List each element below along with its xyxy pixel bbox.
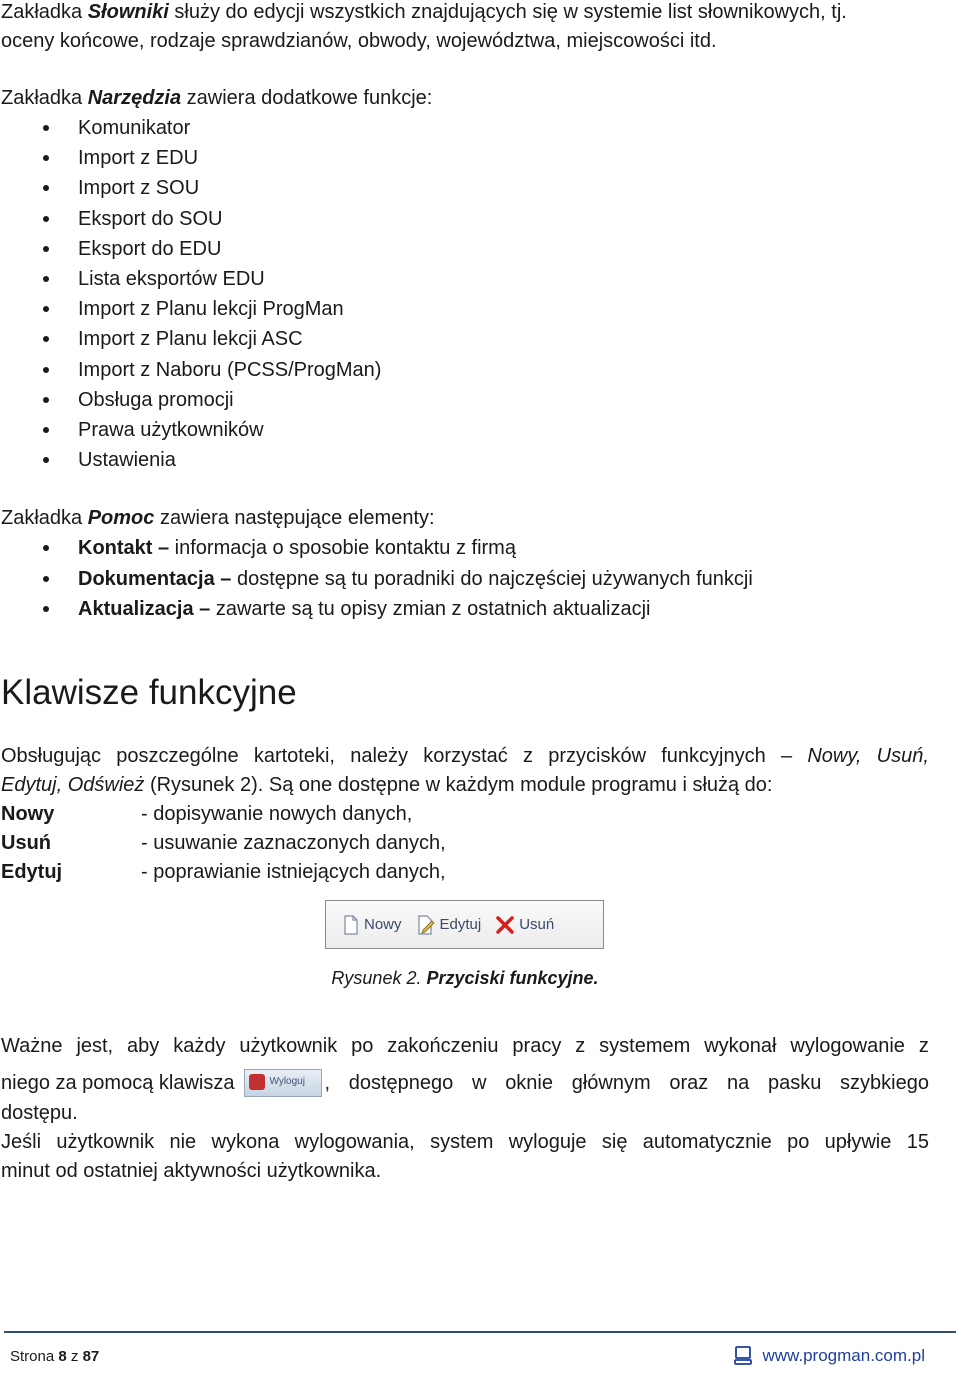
word: Jeśli [1,1131,42,1153]
word: systemem [599,1035,691,1057]
word: , [324,1071,331,1094]
section-paragraph-line-1 [1,744,929,768]
help-item-desc: informacja o sposobie kontaktu z firmą [169,537,516,559]
word: na [726,1071,750,1094]
tools-lead [1,86,432,110]
word: 15 [906,1131,929,1153]
page-current: 8 [58,1348,67,1365]
definition-key: Nowy [1,803,55,825]
word: nie [169,1131,197,1153]
logout-button[interactable] [244,1069,322,1097]
slowniki-term: Słowniki [87,1,169,23]
tools-item-label: Import z EDU [78,147,199,170]
bullet-icon [43,576,49,582]
definition-value: - dopisywanie nowych danych, [141,803,413,825]
definition-value: - poprawianie istniejących danych, [141,861,446,883]
word: z [918,1035,929,1057]
tools-item-label: Eksport do EDU [78,237,222,260]
definition-row [1,859,446,885]
tools-lead-text: Zakładka [1,87,88,109]
logout-text: niego za pomocą klawisza [1,1071,235,1094]
footer-website[interactable] [734,1345,925,1367]
word: po [787,1131,810,1153]
section-heading: Klawisze funkcyjne [1,673,297,712]
word: oknie [505,1071,553,1094]
help-item-desc: dostępne są tu poradniki do najczęściej używanych funkcji [231,567,753,590]
pomoc-term: Pomoc [87,507,155,529]
word: funkcyjnych [661,745,766,767]
word: z [522,745,533,767]
bullet-icon [43,246,49,252]
bullet-icon [43,427,49,433]
word: automatycznie [642,1131,772,1153]
bullet-icon [43,125,49,131]
new-document-icon [342,915,360,935]
word: upływie [824,1131,892,1153]
computer-icon [734,1346,752,1366]
tools-item-label: Komunikator [78,117,191,139]
word: użytkownik [239,1035,338,1057]
delete-button-label: Usuń [519,916,555,933]
bullet-icon [43,367,49,373]
delete-x-icon [495,915,515,935]
definition-row [1,801,412,827]
narzedzia-term: Narzędzia [87,87,182,109]
word: po [351,1035,374,1057]
tools-item-label: Obsługa promocji [78,388,234,411]
bullet-icon [43,606,49,612]
bullet-icon [43,545,49,551]
help-item-term: Dokumentacja – [78,567,232,590]
tools-item-label: Prawa użytkowników [78,419,264,441]
tools-item-label: Ustawienia [78,449,176,472]
page-label: Strona [10,1348,59,1365]
bullet-icon [43,336,49,342]
bullet-icon [43,457,49,463]
tools-item-label: Lista eksportów EDU [78,268,265,290]
bullet-icon [43,306,49,312]
word: z [575,1035,586,1057]
logout-button-label: Wyloguj [269,1076,305,1087]
website-link[interactable]: www.progman.com.pl [762,1346,925,1365]
help-item-text [78,596,651,622]
word: w [472,1071,487,1094]
logout-text-rest [324,1072,929,1095]
word: aby [127,1035,160,1057]
autologout-paragraph-line-1 [1,1130,929,1154]
word: wykona [211,1131,280,1153]
intro-text: służy do edycji wszystkich znajdujących się w systemie list słownikowych, tj. [168,1,847,23]
word: każdy [173,1035,226,1057]
word: wylogowania, [294,1131,415,1153]
definition-value: - usuwanie zaznaczonych danych, [141,832,446,854]
word: kartoteki, [253,745,335,767]
autologout-paragraph-line-2: minut od ostatniej aktywności użytkownika. [1,1160,382,1182]
help-item-term: Kontakt – [78,537,170,559]
intro-line-1 [1,0,847,24]
help-lead [1,506,435,530]
footer-divider [4,1331,956,1333]
bullet-icon [43,155,49,161]
word: użytkownik [56,1131,155,1153]
bullet-icon [43,397,49,403]
logout-paragraph-line-2 [1,1066,929,1100]
tools-lead-text: zawiera dodatkowe funkcje: [181,87,433,109]
word: Ważne [1,1035,63,1057]
word: się [601,1131,628,1153]
word: jest, [76,1035,114,1057]
help-item-desc: zawarte są tu opisy zmian z ostatnich aktualizacji [210,598,651,620]
word: oraz [669,1071,709,1094]
delete-button[interactable] [491,910,558,940]
word: korzystać [423,745,508,767]
bullet-icon [43,216,49,222]
tools-item-label: Eksport do SOU [78,207,223,230]
word: zakończeniu [387,1035,499,1057]
definition-row [1,830,446,856]
definition-key: Usuń [1,832,51,854]
word: wyloguje [508,1131,587,1153]
word: dostępnego [348,1071,454,1094]
word: wylogowanie [790,1035,905,1057]
page-of: z [66,1348,83,1365]
word: – [780,745,793,767]
word: system [430,1131,494,1153]
edytuj-odswiez-terms: Edytuj, Odśwież [1,774,145,796]
section-paragraph-line-2 [1,773,773,797]
intro-line-2: oceny końcowe, rodzaje sprawdzianów, obwody, województwa, miejscowości itd. [1,30,717,52]
edit-button-label: Edytuj [439,916,482,933]
word: poszczególne [116,745,239,767]
help-item-text [78,566,753,592]
word: Obsługując [1,745,102,767]
word: głównym [571,1071,651,1094]
word: przycisków [548,745,647,767]
edit-button[interactable] [412,910,486,940]
word: pracy [512,1035,562,1057]
function-buttons-figure [325,900,604,949]
logout-icon [249,1074,265,1090]
word: pasku [767,1071,822,1094]
page-number [10,1348,99,1366]
intro-text: Zakładka [1,1,88,23]
new-button[interactable] [338,910,406,940]
help-lead-text: zawiera następujące elementy: [154,507,435,529]
logout-paragraph-line-3: dostępu. [1,1102,78,1124]
tools-item-label: Import z Planu lekcji ASC [78,328,303,351]
figure-caption [0,966,930,990]
caption-number: Rysunek 2. [331,968,427,988]
tools-item-label: Import z Planu lekcji ProgMan [78,298,344,321]
word: wykonał [704,1035,777,1057]
word: należy [350,745,409,767]
bullet-icon [43,185,49,191]
tools-item-label: Import z Naboru (PCSS/ProgMan) [78,358,382,381]
caption-title: Przyciski funkcyjne. [426,968,599,988]
tools-item-label: Import z SOU [78,177,200,200]
word: Usuń, [876,745,929,767]
help-item-term: Aktualizacja – [78,598,211,620]
definition-key: Edytuj [1,861,63,883]
help-item-text [78,535,516,561]
logout-paragraph-line-1 [1,1034,929,1058]
new-button-label: Nowy [364,916,402,933]
word: szybkiego [840,1071,929,1094]
bullet-icon [43,276,49,282]
edit-document-icon [416,915,436,935]
help-lead-text: Zakładka [1,507,88,529]
section-paragraph-text: (Rysunek 2). Są one dostępne w każdym module programu i służą do: [144,774,773,796]
page-total: 87 [82,1348,100,1365]
word: Nowy, [807,745,862,767]
